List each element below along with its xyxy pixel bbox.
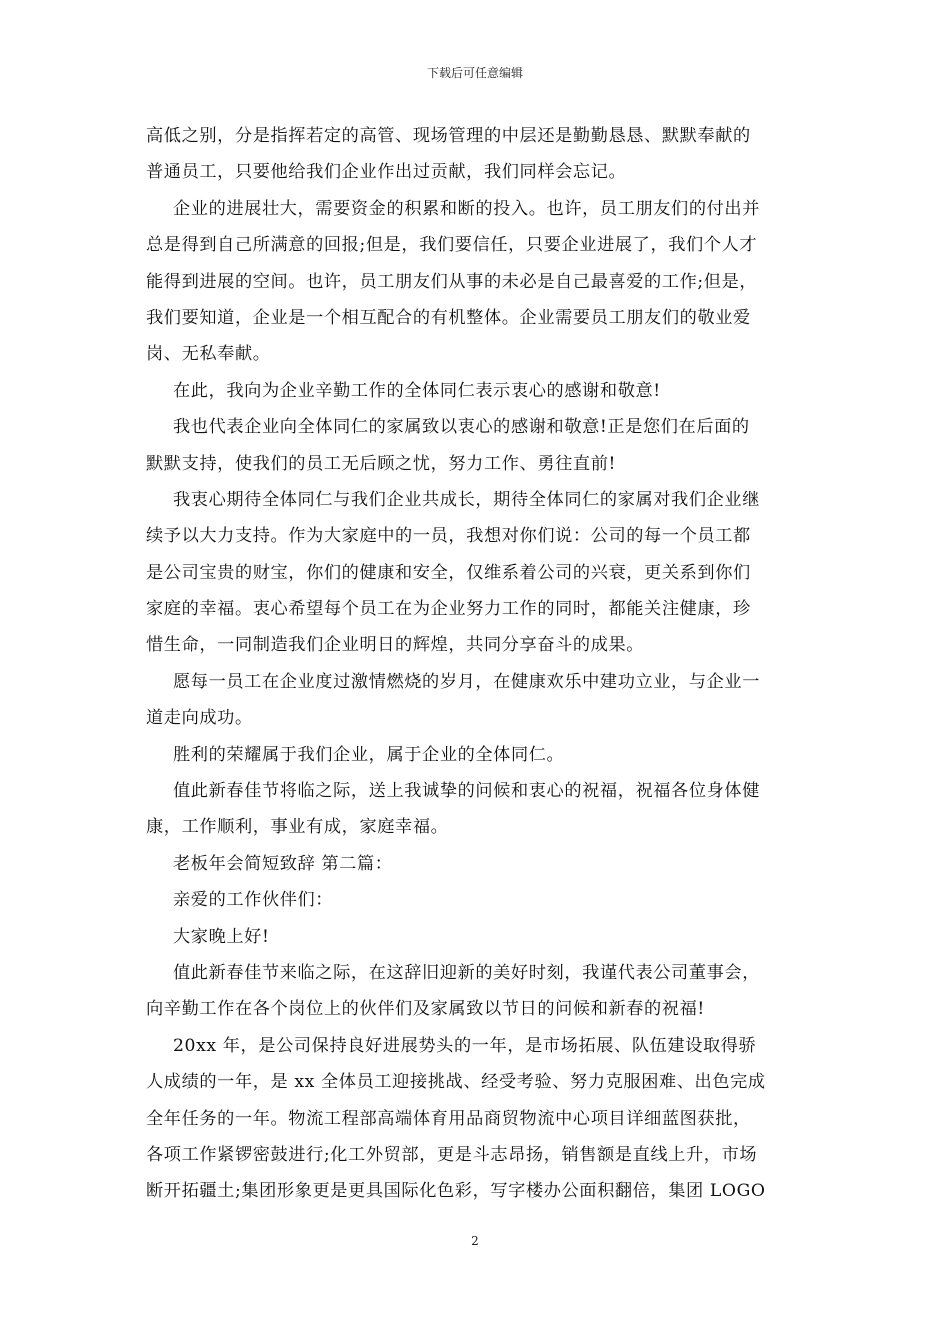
text-line: 默默支持，使我们的员工无后顾之忧，努力工作、勇往直前! bbox=[146, 453, 616, 474]
document-body bbox=[146, 118, 806, 1210]
text-line: 各项工作紧锣密鼓进行;化工外贸部，更是斗志昂扬，销售额是直线上升，市场 bbox=[146, 1144, 758, 1165]
text-line: 普通员工，只要他给我们企业作出过贡献，我们同样会忘记。 bbox=[146, 162, 627, 183]
text-line: 我也代表企业向全体同仁的家属致以衷心的感谢和敬意!正是您们在后面的 bbox=[173, 417, 750, 438]
text-line: 老板年会简短致辞 第二篇： bbox=[173, 853, 393, 874]
text-line: 在此，我向为企业辛勤工作的全体同仁表示衷心的感谢和敬意! bbox=[173, 380, 661, 401]
text-line: 康，工作顺利，事业有成，家庭幸福。 bbox=[146, 817, 449, 838]
text-line: 愿每一员工在企业度过激情燃烧的岁月，在健康欢乐中建功立业，与企业一 bbox=[173, 671, 760, 692]
text-line: 断开拓疆土;集团形象更是更具国际化色彩，写字楼办公面积翻倍，集团 LOGO bbox=[146, 1181, 766, 1202]
text-line: 亲爱的工作伙伴们： bbox=[173, 890, 334, 911]
text-line: 胜利的荣耀属于我们企业，属于企业的全体同仁。 bbox=[173, 744, 565, 765]
text-line: 全年任务的一年。物流工程部高端体育用品商贸物流中心项目详细蓝图获批， bbox=[146, 1108, 751, 1129]
text-line: 高低之别，分是指挥若定的高管、现场管理的中层还是勤勤恳恳、默默奉献的 bbox=[146, 126, 751, 146]
text-line: 人成绩的一年，是 xx 全体员工迎接挑战、经受考验、努力克服困难、出色完成 bbox=[146, 1072, 766, 1093]
text-line: 值此新春佳节来临之际，在这辞旧迎新的美好时刻，我谨代表公司董事会， bbox=[173, 962, 760, 983]
text-line: 总是得到自己所满意的回报;但是，我们要信任，只要企业进展了，我们个人才 bbox=[146, 235, 758, 256]
text-line: 企业的进展壮大，需要资金的积累和断的投入。也许，员工朋友们的付出并 bbox=[173, 198, 760, 219]
text-line: 大家晚上好! bbox=[173, 926, 270, 947]
text-line: 我衷心期待全体同仁与我们企业共成长，期待全体同仁的家属对我们企业继 bbox=[173, 489, 760, 510]
text-line: 是公司宝贵的财宝，你们的健康和安全，仅维系着公司的兴衰，更关系到你们 bbox=[146, 562, 751, 583]
text-line: 岗、无私奉献。 bbox=[146, 344, 271, 365]
text-line: 道走向成功。 bbox=[146, 708, 253, 729]
page-header: 下载后可任意编辑 bbox=[426, 66, 523, 80]
text-line: 我们要知道，企业是一个相互配合的有机整体。企业需要员工朋友们的敬业爱 bbox=[146, 307, 751, 328]
text-line: 向辛勤工作在各个岗位上的伙伴们及家属致以节日的问候和新春的祝福! bbox=[146, 999, 705, 1020]
text-line: 20xx 年，是公司保持良好进展势头的一年，是市场拓展、队伍建设取得骄 bbox=[173, 1035, 757, 1056]
page-number: 2 bbox=[471, 1234, 479, 1248]
text-line: 惜生命，一同制造我们企业明日的辉煌，共同分享奋斗的成果。 bbox=[146, 635, 645, 656]
text-line: 家庭的幸福。衷心希望每个员工在为企业努力工作的同时，都能关注健康，珍 bbox=[146, 599, 751, 620]
text-line: 能得到进展的空间。也许，员工朋友们从事的未必是自己最喜爱的工作;但是， bbox=[146, 271, 758, 292]
text-line: 续予以大力支持。作为大家庭中的一员，我想对你们说：公司的每一个员工都 bbox=[146, 526, 751, 547]
text-line: 值此新春佳节将临之际，送上我诚挚的问候和衷心的祝福，祝福各位身体健 bbox=[173, 781, 760, 802]
